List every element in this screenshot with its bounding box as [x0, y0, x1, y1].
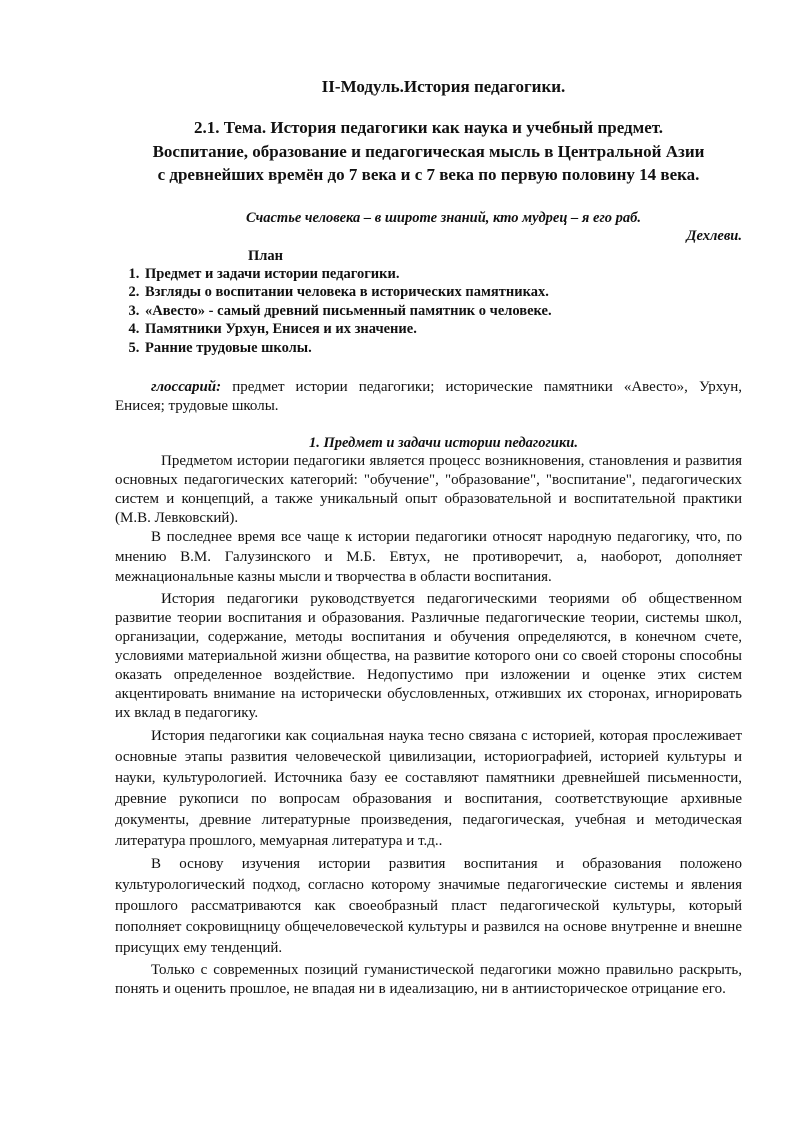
glossary-label: глоссарий:: [151, 379, 222, 395]
plan-item: 5. Ранние трудовые школы.: [143, 339, 742, 358]
topic-title-line: с древнейших времён до 7 века и с 7 века по первую половину 14 века.: [157, 165, 700, 184]
body-paragraph: История педагогики руководствуется педагогическими теориями об общественном развитие теории воспитания и образования. Различные педагогические теории, системы школ, организации, содержание, методы воспитания и обучения определяются, в конечном счете, условиями материальной жизни общества, на развитие которого они со своей стороны способны оказать определенное воздействие. Недопустимо при изложении и оценке этих систем акцентировать внимание на исторически обусловленных, отживших их сторонах, игнорировать их вклад в педагогику.: [115, 591, 742, 722]
topic-title-line: 2.1. Тема. История педагогики как наука и учебный предмет.: [193, 118, 664, 137]
document-page: [115, 76, 742, 999]
glossary-text: предмет истории педагогики; исторические памятники «Авесто», Урхун, Енисея; трудовые школы.: [115, 379, 742, 414]
body-paragraph: История педагогики как социальная наука тесно связана с историей, которая прослеживает основные этапы развития человеческой цивилизации, историографией, историей культуры и науки, культурологией. Источника базу ее составляют памятники древнейшей письменности, древние рукописи по вопросам образования и воспитания, соответствующие архивные документы, древние литературные произведения, педагогическая, учебная и методическая литература прошлого, мемуарная литература и т.д..: [115, 728, 742, 850]
section-title: 1. Предмет и задачи истории педагогики.: [308, 435, 578, 451]
plan-list: [115, 265, 742, 358]
body-paragraph: В последнее время все чаще к истории педагогики относят народную педагогику, что, по мнению В.М. Галузинского и М.Б. Евтух, не противоречит, а, наоборот, дополняет межнациональные казны мысли и творчества в области воспитания.: [115, 529, 742, 585]
plan-item: 2. Взгляды о воспитании человека в исторических памятниках.: [143, 283, 742, 302]
plan-item: 1. Предмет и задачи истории педагогики.: [143, 265, 742, 284]
module-title: II-Модуль.История педагогики.: [321, 77, 566, 96]
epigraph: [115, 209, 742, 245]
glossary: [115, 378, 742, 416]
body-paragraph: Только с современных позиций гуманистической педагогики можно правильно раскрыть, понять и оценить прошлое, не впадая ни в идеализацию, ни в антиисторическое отрицание его.: [115, 962, 742, 998]
topic-title: [115, 116, 742, 187]
plan-title: План: [248, 247, 284, 264]
body-paragraph: Предметом истории педагогики является процесс возникновения, становления и развития основных педагогических категорий: "обучение", "образование", "воспитание", педагогических систем и концепций, а также уникальный опыт образовательной и воспитательной практики (М.В. Левковский).: [115, 453, 742, 526]
epigraph-quote: Счастье человека – в широте знаний, кто мудрец – я его раб.: [245, 209, 642, 226]
epigraph-author: Дехлеви.: [686, 227, 742, 244]
topic-title-line: Воспитание, образование и педагогическая мысль в Центральной Азии: [152, 141, 705, 161]
body-paragraph: В основу изучения истории развития воспитания и образования положено культурологический подход, согласно которому значимые педагогические системы и явления прошлого рассматриваются как своеобразный пласт педагогической культуры, который пополняет сокровищницу общечеловеческой культуры и развился на основе внутренне и внешне присущих ему тенденций.: [115, 856, 742, 957]
plan-item: 4. Памятники Урхун, Енисея и их значение.: [143, 320, 742, 339]
plan-item: 3. «Авесто» - самый древний письменный памятник о человеке.: [143, 302, 742, 321]
